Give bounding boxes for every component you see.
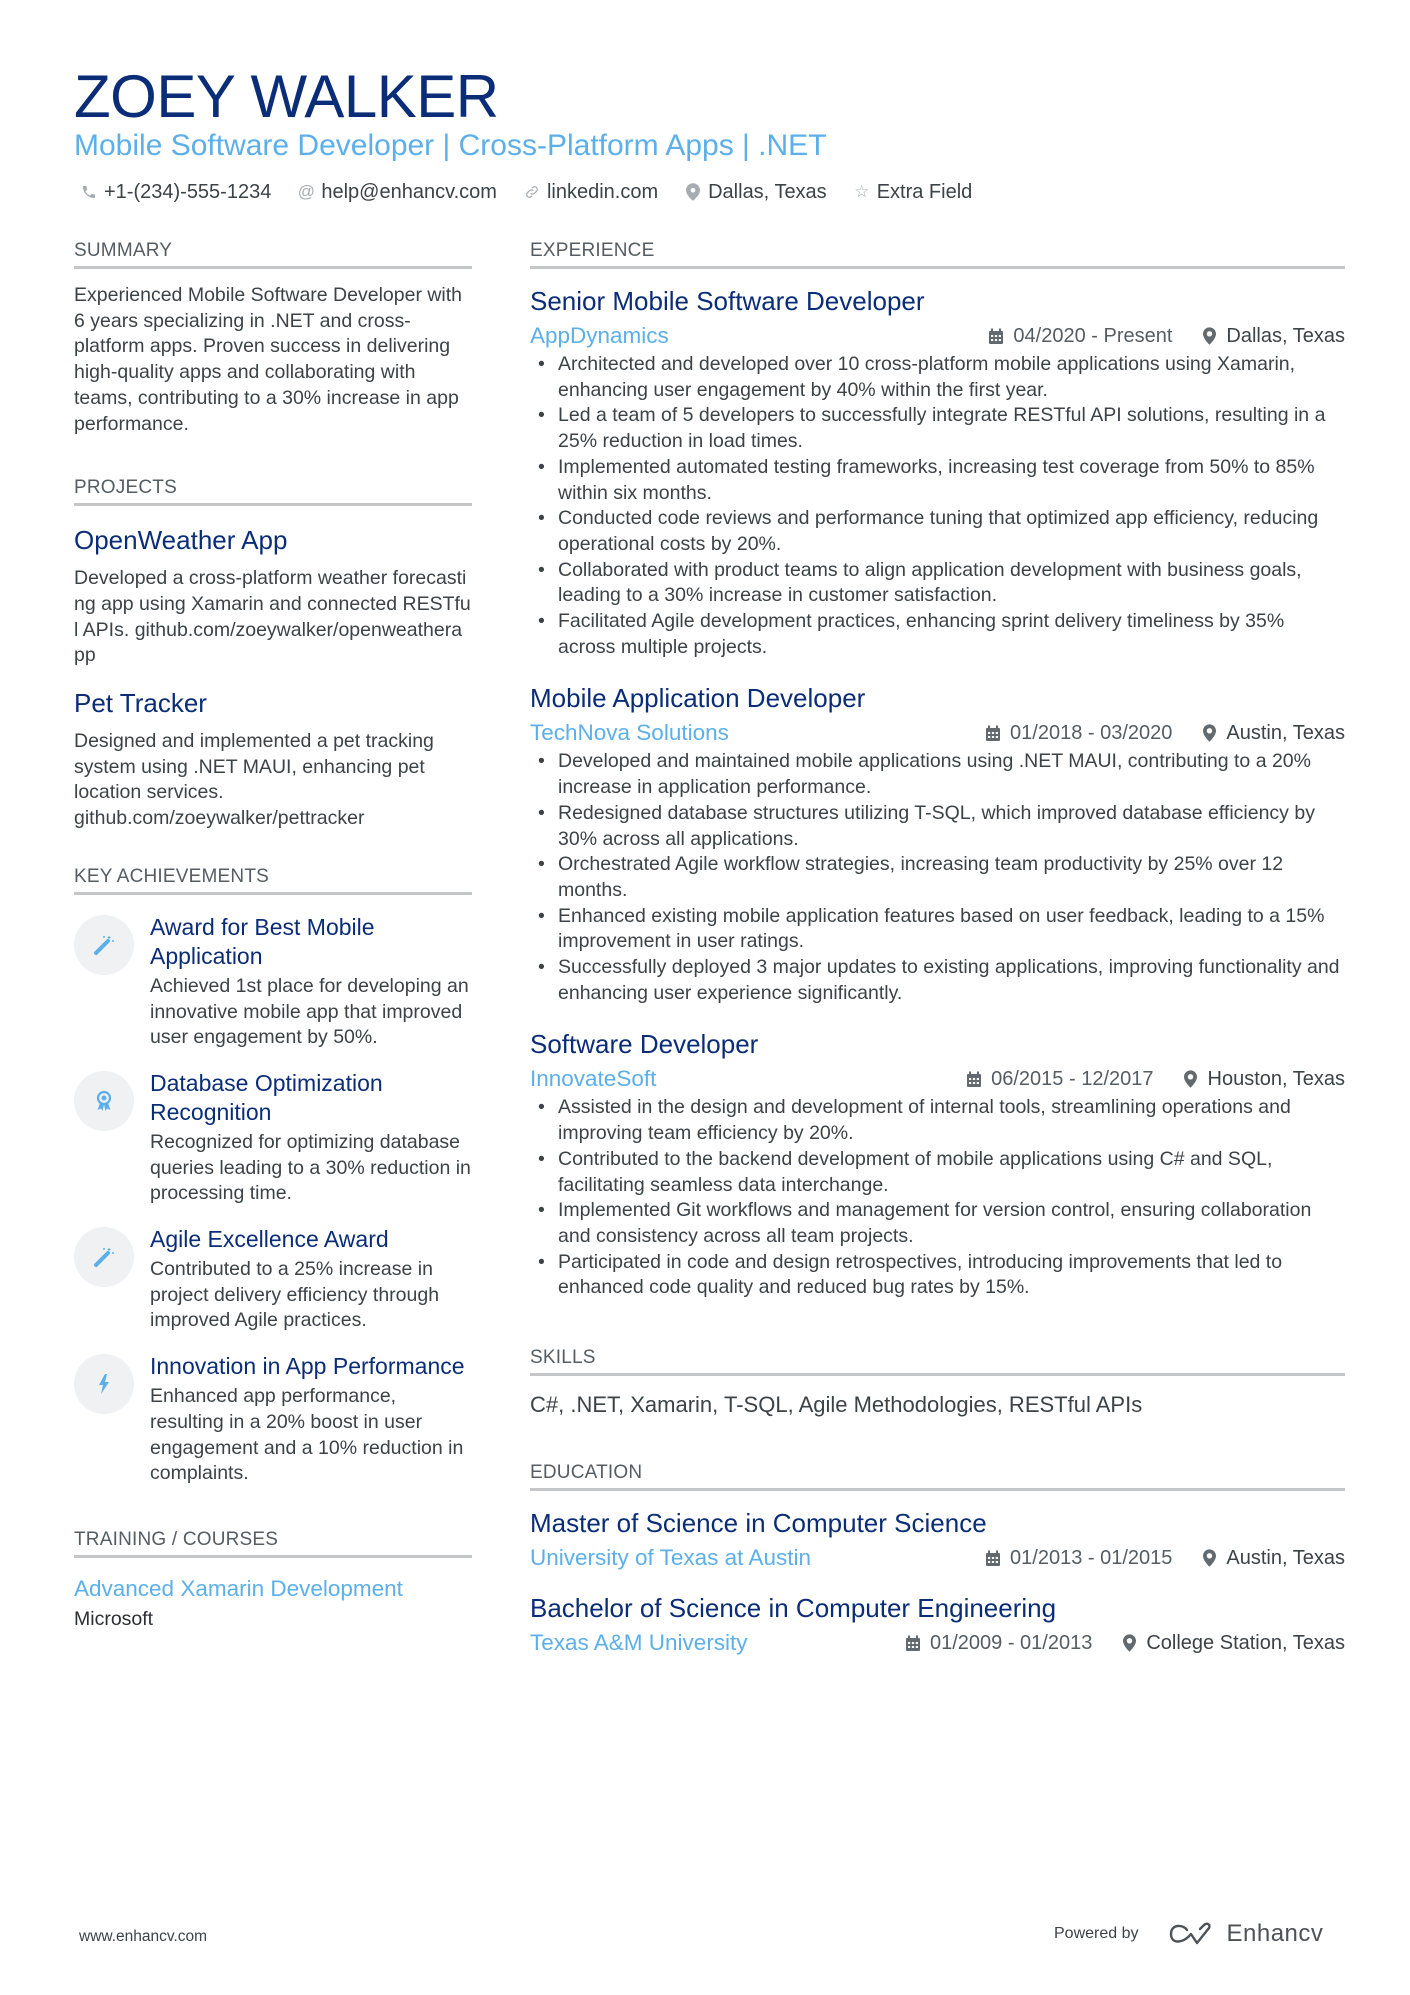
- experience-section: [530, 238, 1345, 1301]
- school-name: University of Texas at Austin: [530, 1545, 811, 1571]
- contact-location-text: Dallas, Texas: [708, 181, 827, 203]
- education-entry: [530, 1592, 1345, 1657]
- training-section: [74, 1527, 472, 1632]
- bullet: • Orchestrated Agile workflow strategies, increasing team productivity by 25% over 12 months.: [530, 852, 1345, 903]
- award-medal-icon: [74, 1071, 134, 1131]
- bullet: • Assisted in the design and development of internal tools, streamlining operations and improving team efficiency by 20%.: [530, 1095, 1345, 1146]
- section-divider: [530, 1373, 1345, 1376]
- education-section: [530, 1460, 1345, 1657]
- bullet: • Implemented automated testing frameworks, increasing test coverage from 50% to 85% within six months.: [530, 455, 1345, 506]
- job-dates-text: 04/2020 - Present: [1013, 325, 1173, 347]
- achievement-title: Database Optimization Recognition: [150, 1069, 383, 1125]
- education-entry: [530, 1507, 1345, 1572]
- link-icon: [523, 184, 541, 200]
- achievement-item: [74, 1352, 472, 1487]
- job-bullets: [530, 749, 1345, 1006]
- job-location: [1200, 322, 1345, 350]
- contact-location: [684, 178, 827, 206]
- project-item: [74, 524, 472, 669]
- summary-text: Experienced Mobile Software Developer with 6 years specializing in .NET and cross-platform apps. Proven success in delivering high-quality apps and collaborating with teams, contributing to a 30% increase in app performance.: [74, 284, 463, 435]
- bullet: • Conducted code reviews and performance tuning that optimized app efficiency, reducing operational costs by 20%.: [530, 506, 1345, 557]
- calendar-icon: [904, 1635, 922, 1652]
- bullet: • Redesigned database structures utilizing T-SQL, which improved database efficiency by 30% across all applications.: [530, 801, 1345, 852]
- company-name: TechNova Solutions: [530, 720, 729, 746]
- job-dates: [987, 322, 1172, 350]
- achievement-description: Recognized for optimizing database queries leading to a 30% reduction in processing time.: [150, 1130, 471, 1205]
- section-divider: [74, 503, 472, 506]
- section-title: SUMMARY: [74, 240, 173, 261]
- contact-extra-text: Extra Field: [876, 181, 973, 203]
- at-icon: @: [297, 182, 315, 201]
- education-location: [1120, 1629, 1345, 1657]
- degree-title: Bachelor of Science in Computer Engineering: [530, 1593, 1057, 1624]
- education-dates-text: 01/2009 - 01/2013: [929, 1632, 1093, 1655]
- section-title: TRAINING / COURSES: [74, 1528, 279, 1550]
- job-dates: [965, 1065, 1153, 1093]
- calendar-icon: [984, 1550, 1002, 1567]
- job-dates-text: 01/2018 - 03/2020: [1010, 722, 1173, 745]
- education-dates: [904, 1629, 1092, 1657]
- job-location-text: Dallas, Texas: [1226, 325, 1345, 347]
- skills-list: C#, .NET, Xamarin, T-SQL, Agile Methodologies, RESTful APIs: [530, 1392, 1143, 1418]
- bullet: • Developed and maintained mobile applications using .NET MAUI, contributing to a 20% increase in application performance.: [530, 749, 1345, 800]
- project-title: OpenWeather App: [74, 525, 288, 556]
- education-location-text: College Station, Texas: [1146, 1632, 1345, 1655]
- calendar-icon: [984, 725, 1002, 742]
- job-location-text: Houston, Texas: [1207, 1068, 1345, 1091]
- bullet: • Collaborated with product teams to align application development with business goals, leading to a 30% increase in customer satisfaction.: [530, 558, 1345, 609]
- location-pin-icon: [1200, 724, 1218, 742]
- summary-section: [74, 238, 472, 437]
- job-entry: [530, 1028, 1345, 1301]
- achievement-title: Innovation in App Performance: [150, 1353, 465, 1380]
- achievements-section: [74, 864, 472, 1487]
- magic-wand-icon: [74, 1227, 134, 1287]
- bullet: • Implemented Git workflows and management for version control, ensuring collaboration and consistency across all team projects.: [530, 1198, 1345, 1249]
- job-dates-text: 06/2015 - 12/2017: [991, 1068, 1154, 1091]
- job-title: Software Developer: [530, 1029, 759, 1060]
- star-icon: ☆: [854, 182, 870, 201]
- footer-branding: [1054, 1920, 1323, 1948]
- project-item: [74, 687, 472, 832]
- bullet: • Led a team of 5 developers to successfully integrate RESTful API solutions, resulting in a 25% reduction in load times.: [530, 403, 1345, 454]
- contact-email[interactable]: [297, 178, 497, 206]
- footer-website-link[interactable]: www.enhancv.com: [79, 1928, 208, 1945]
- job-bullets: [530, 1095, 1345, 1301]
- achievement-item: [74, 1225, 472, 1334]
- left-column: [74, 238, 472, 1632]
- contact-phone-text: +1-(234)-555-1234: [104, 181, 272, 203]
- projects-section: [74, 475, 472, 832]
- project-description: Developed a cross-platform weather forecasting app using Xamarin and connected RESTful APIs. github.com/zoeywalker/openweatherapp: [74, 567, 471, 667]
- contact-linkedin[interactable]: [523, 178, 658, 206]
- degree-title: Master of Science in Computer Science: [530, 1508, 987, 1539]
- achievement-title: Award for Best Mobile Application: [150, 913, 375, 969]
- contact-linkedin-text: linkedin.com: [546, 181, 659, 203]
- bullet: • Participated in code and design retrospectives, introducing improvements that led to enhanced code quality and reduced bug rates by 15%.: [530, 1250, 1345, 1301]
- location-pin-icon: [1182, 1070, 1200, 1088]
- section-divider: [74, 266, 472, 269]
- location-pin-icon: [1200, 1549, 1218, 1567]
- enhancv-logo-icon: [1167, 1921, 1215, 1947]
- project-description: Designed and implemented a pet tracking system using .NET MAUI, enhancing pet location services. github.com/zoeywalker/pettracker: [74, 730, 434, 830]
- job-location-text: Austin, Texas: [1226, 722, 1345, 745]
- section-title: EDUCATION: [530, 1462, 643, 1484]
- phone-icon: [80, 184, 98, 200]
- location-pin-icon: [684, 183, 702, 201]
- job-title: Mobile Application Developer: [530, 683, 866, 714]
- bullet: • Contributed to the backend development of mobile applications using C# and SQL, facilitating seamless data interchange.: [530, 1147, 1345, 1198]
- section-title: SKILLS: [530, 1347, 596, 1369]
- bullet: • Successfully deployed 3 major updates to existing applications, improving functionality and enhancing user experience significantly.: [530, 955, 1345, 1006]
- section-title: KEY ACHIEVEMENTS: [74, 865, 270, 887]
- achievement-description: Contributed to a 25% increase in project delivery efficiency through improved Agile practices.: [150, 1258, 440, 1332]
- job-bullets: [530, 352, 1345, 660]
- achievement-title: Agile Excellence Award: [150, 1226, 389, 1253]
- location-pin-icon: [1200, 327, 1218, 345]
- education-location: [1200, 1544, 1345, 1572]
- contact-phone[interactable]: [80, 178, 271, 206]
- contact-extra: [853, 178, 973, 206]
- section-divider: [74, 1555, 472, 1558]
- bullet: • Facilitated Agile development practices, enhancing sprint delivery timeliness by 35% across multiple projects.: [530, 609, 1345, 660]
- candidate-headline: Mobile Software Developer | Cross-Platform Apps | .NET: [74, 129, 827, 162]
- education-location-text: Austin, Texas: [1226, 1547, 1345, 1570]
- course-title: Advanced Xamarin Development: [74, 1575, 403, 1601]
- contact-row: [80, 178, 972, 206]
- skills-section: [530, 1345, 1345, 1420]
- bullet: • Architected and developed over 10 cross-platform mobile applications using Xamarin, enhancing user engagement by 40% within the first year.: [530, 352, 1345, 403]
- section-divider: [530, 1488, 1345, 1491]
- course-provider: Microsoft: [74, 1607, 154, 1630]
- calendar-icon: [987, 328, 1005, 345]
- job-location: [1200, 719, 1345, 747]
- education-dates: [984, 1544, 1172, 1572]
- achievement-item: [74, 913, 472, 1051]
- achievement-description: Achieved 1st place for developing an innovative mobile app that improved user engagement by 50%.: [150, 974, 469, 1049]
- project-title: Pet Tracker: [74, 688, 207, 719]
- school-name: Texas A&M University: [530, 1630, 748, 1656]
- brand-name: Enhancv: [1226, 1920, 1324, 1947]
- enhancv-logo[interactable]: [1167, 1920, 1324, 1948]
- magic-wand-icon: [74, 915, 134, 975]
- calendar-icon: [965, 1071, 983, 1088]
- contact-email-text: help@enhancv.com: [321, 181, 497, 203]
- education-dates-text: 01/2013 - 01/2015: [1010, 1547, 1173, 1570]
- achievement-item: [74, 1069, 472, 1207]
- section-divider: [530, 266, 1345, 269]
- job-entry: [530, 682, 1345, 1006]
- job-location: [1182, 1065, 1346, 1093]
- section-divider: [74, 892, 472, 895]
- job-dates: [984, 719, 1172, 747]
- right-column: [530, 238, 1345, 1657]
- lightning-bolt-icon: [74, 1354, 134, 1414]
- company-name: AppDynamics: [530, 323, 669, 348]
- section-title: EXPERIENCE: [530, 240, 655, 261]
- achievement-description: Enhanced app performance, resulting in a 20% boost in user engagement and a 10% reduction in complaints.: [150, 1385, 464, 1485]
- bullet: • Enhanced existing mobile application features based on user feedback, leading to a 15% improvement in user ratings.: [530, 904, 1345, 955]
- section-title: PROJECTS: [74, 477, 177, 499]
- job-entry: [530, 285, 1345, 660]
- candidate-name: ZOEY WALKER: [74, 63, 499, 130]
- location-pin-icon: [1120, 1634, 1138, 1652]
- powered-by-label: Powered by: [1054, 1925, 1139, 1942]
- company-name: InnovateSoft: [530, 1066, 657, 1092]
- job-title: Senior Mobile Software Developer: [530, 286, 925, 316]
